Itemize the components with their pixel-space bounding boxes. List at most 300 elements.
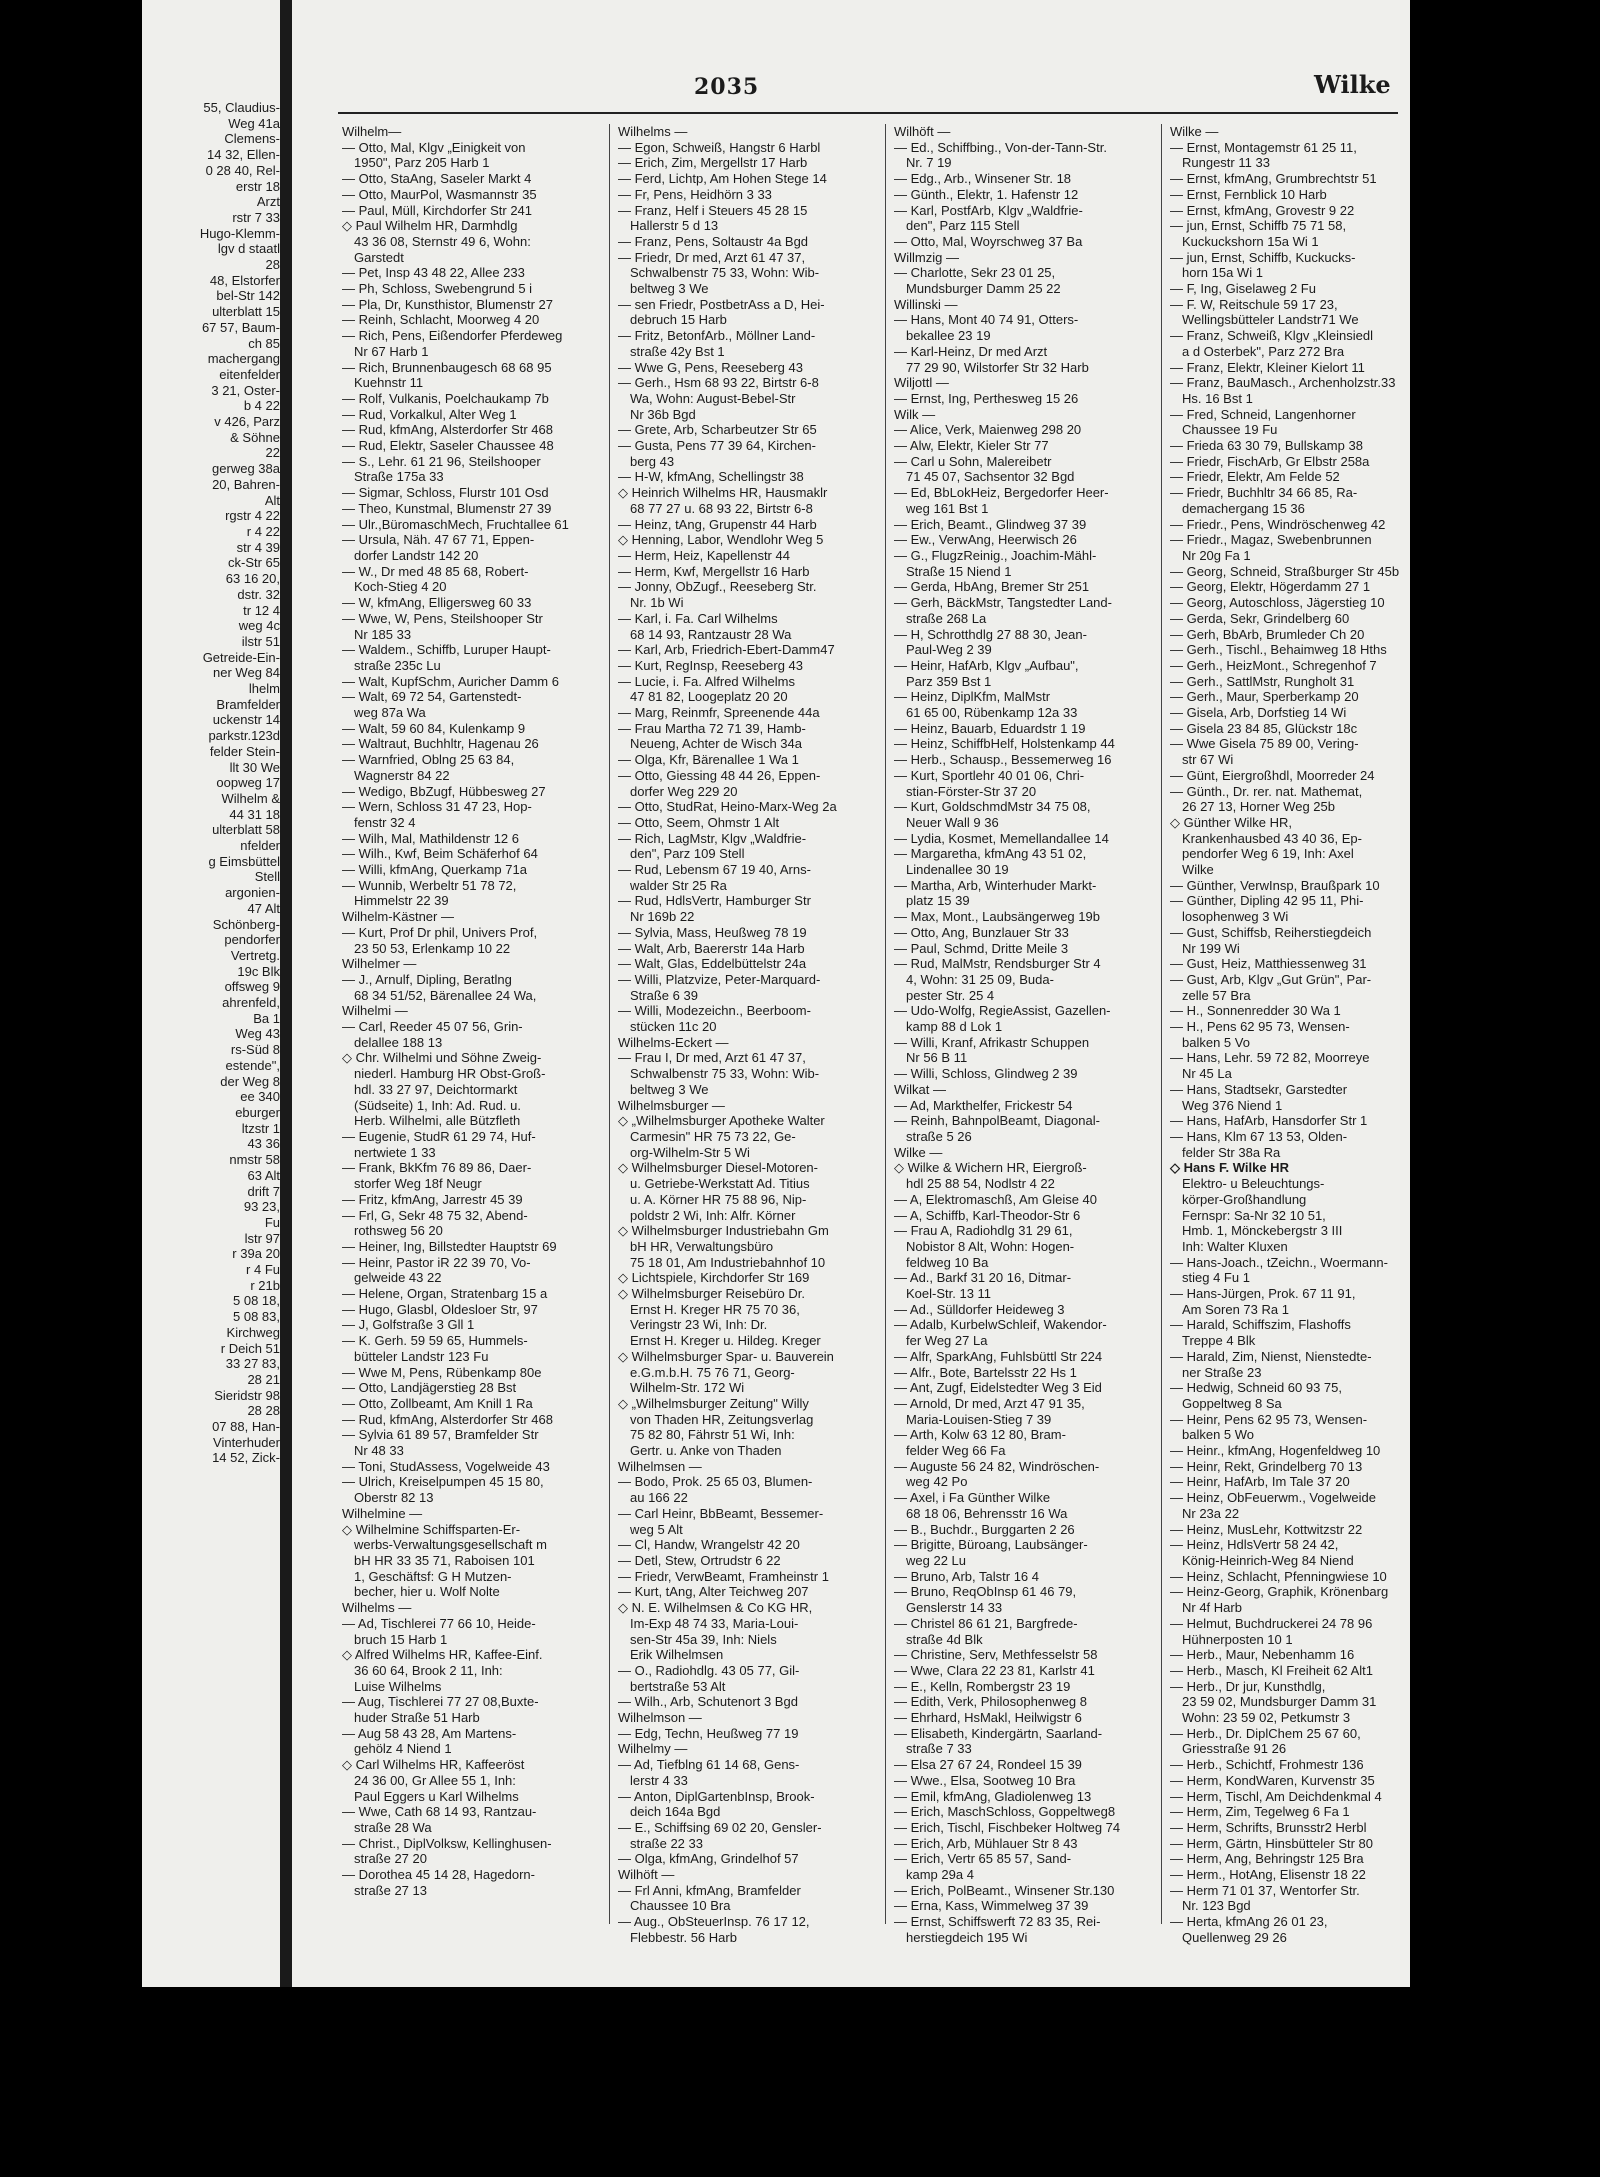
entry-continuation: Flebbestr. 56 Harb (630, 1929, 737, 1945)
directory-entry: — Günt, Eiergroßhdl, Moorreder 24 (1170, 767, 1375, 783)
directory-entry: Wilhelmy — (618, 1741, 688, 1757)
directory-entry: ◇ Heinrich Wilhelms HR, Hausmaklr (618, 485, 828, 501)
fragment-line: 47 Alt (247, 900, 280, 916)
entry-continuation: stücken 11c 20 (630, 1019, 717, 1035)
directory-entry: — Erich, Arb, Mühlauer Str 8 43 (894, 1835, 1078, 1851)
directory-entry: — Frl Anni, kfmAng, Bramfelder (618, 1882, 801, 1898)
directory-entry: — Frieda 63 30 79, Bullskamp 38 (1170, 438, 1363, 454)
directory-entry: — Paul, Schmd, Dritte Meile 3 (894, 940, 1069, 956)
entry-continuation: Quellenweg 29 26 (1182, 1929, 1287, 1945)
fragment-line: r Deich 51 (220, 1340, 280, 1356)
fragment-line: 28 (265, 257, 280, 273)
directory-entry: ◇ Wilhelmsburger Spar- u. Bauverein (618, 1348, 834, 1364)
directory-entry: — Kurt, tAng, Alter Teichweg 207 (618, 1584, 809, 1600)
previous-page-fragment (142, 100, 280, 1960)
directory-entry: — Max, Mont., Laubsängerweg 19b (894, 909, 1100, 925)
directory-entry: — Ernst, kfmAng, Grovestr 9 22 (1170, 202, 1355, 218)
directory-entry: — Egon, Schweiß, Hangstr 6 Harbl (618, 139, 821, 155)
entry-continuation: 1950", Parz 205 Harb 1 (354, 155, 490, 171)
directory-entry: — H, Schrotthdlg 27 88 30, Jean- (894, 626, 1087, 642)
directory-entry: — Aug, Tischlerei 77 27 08,Buxte- (342, 1694, 539, 1710)
entry-continuation: kamp 88 d Lok 1 (906, 1019, 1003, 1035)
directory-entry: — Theo, Kunstmal, Blumenstr 27 39 (342, 500, 552, 516)
directory-entry: — Aug., ObSteuerInsp. 76 17 12, (618, 1914, 810, 1930)
entry-continuation: storfer Weg 18f Neugr (354, 1176, 482, 1192)
fragment-line: Schönberg- (212, 916, 280, 932)
directory-entry: — Rud, kfmAng, Alsterdorfer Str 468 (342, 1411, 553, 1427)
fragment-line: rs-Süd 8 (230, 1042, 280, 1058)
fragment-line: 28 21 (247, 1371, 280, 1387)
fragment-line: r 4 Fu (246, 1262, 280, 1278)
directory-entry: — Ulr.,BüromaschMech, Fruchtallee 61 (342, 516, 569, 532)
entry-continuation: au 166 22 (630, 1490, 688, 1506)
entry-continuation: Straße 175a 33 (354, 469, 444, 485)
entry-continuation: straße 7 33 (906, 1741, 972, 1757)
entry-continuation: Straße 15 Niend 1 (906, 563, 1012, 579)
entry-continuation: Griesstraße 91 26 (1182, 1741, 1287, 1757)
directory-entry: — Elsa 27 67 24, Rondeel 15 39 (894, 1757, 1082, 1773)
directory-entry: — Gerh., Maur, Sperberkamp 20 (1170, 689, 1359, 705)
directory-entry: — A, Elektromaschß, Am Gleise 40 (894, 1191, 1098, 1207)
entry-continuation: bH HR 33 35 71, Raboisen 101 (354, 1552, 535, 1568)
entry-continuation: Ernst H. Kreger u. Hildeg. Kreger (630, 1333, 821, 1349)
directory-entry: Wilhelmer — (342, 956, 417, 972)
fragment-line: Weg 41a (228, 115, 280, 131)
directory-entry: — Franz, Helf i Steuers 45 28 15 (618, 202, 808, 218)
directory-entry: — Kurt, GoldschmdMstr 34 75 08, (894, 799, 1091, 815)
directory-entry: — Friedr., Magaz, Swebenbrunnen (1170, 532, 1372, 548)
entry-continuation: herstiegdeich 195 Wi (906, 1929, 1028, 1945)
directory-entry: — Lydia, Kosmet, Memellandallee 14 (894, 830, 1109, 846)
entry-continuation: werbs-Verwaltungsgesellschaft m (354, 1537, 547, 1553)
directory-entry: ◇ Lichtspiele, Kirchdorfer Str 169 (618, 1270, 810, 1286)
entry-continuation: weg 42 Po (906, 1474, 968, 1490)
directory-entry: ◇ Alfred Wilhelms HR, Kaffee-Einf. (342, 1647, 543, 1663)
entry-continuation: Schwalbenstr 75 33, Wohn: Wib- (630, 1066, 820, 1082)
entry-continuation: niederl. Hamburg HR Obst-Groß- (354, 1066, 546, 1082)
directory-entry: — Rich, Pens, Eißendorfer Pferdeweg (342, 328, 563, 344)
directory-entry: — Friedr., Pens, Windröschenweg 42 (1170, 516, 1386, 532)
entry-continuation: 68 77 27 u. 68 93 22, Birtstr 6-8 (630, 500, 813, 516)
fragment-line: 22 (265, 445, 280, 461)
directory-entry: — Sigmar, Schloss, Flurstr 101 Osd (342, 485, 549, 501)
directory-entry: — Rich, Brunnenbaugesch 68 68 95 (342, 359, 552, 375)
fragment-line: 63 Alt (247, 1167, 280, 1183)
entry-continuation: Nr 23a 22 (1182, 1505, 1240, 1521)
fragment-line: lgv d staatl (217, 241, 280, 257)
entry-continuation: huder Straße 51 Harb (354, 1710, 480, 1726)
entry-continuation: Wa, Wohn: August-Bebel-Str (630, 390, 796, 406)
entry-continuation: straße 268 La (906, 610, 987, 626)
entry-continuation: bH HR, Verwaltungsbüro (630, 1238, 774, 1254)
fragment-line: Ba 1 (253, 1010, 280, 1026)
directory-entry: — Bruno, ReqObInsp 61 46 79, (894, 1584, 1077, 1600)
directory-entry: — Ferd, Lichtp, Am Hohen Stege 14 (618, 171, 827, 187)
fragment-line: offsweg 9 (224, 979, 280, 995)
directory-entry: — Hans, Stadtsekr, Garstedter (1170, 1081, 1348, 1097)
directory-entry: — Wwe, Cath 68 14 93, Rantzau- (342, 1804, 537, 1820)
directory-entry: — Wedigo, BbZugf, Hübbesweg 27 (342, 783, 546, 799)
directory-entry: — Herb., Schausp., Bessemerweg 16 (894, 752, 1112, 768)
fragment-line: ch 85 (248, 335, 280, 351)
entry-continuation: Krankenhausbed 43 40 36, Ep- (1182, 830, 1362, 846)
entry-continuation: deich 164a Bgd (630, 1804, 721, 1820)
directory-entry: — Günth., Elektr, 1. Hafenstr 12 (894, 186, 1079, 202)
fragment-line: Alt (264, 492, 280, 508)
entry-continuation: Goppeltweg 8 Sa (1182, 1395, 1282, 1411)
entry-continuation: beltweg 3 We (630, 281, 709, 297)
entry-continuation: bütteler Landstr 123 Fu (354, 1348, 489, 1364)
entry-continuation: Gertr. u. Anke von Thaden (630, 1443, 782, 1459)
fragment-line: lstr 97 (244, 1230, 280, 1246)
directory-entry: — Christine, Serv, Methfesselstr 58 (894, 1647, 1098, 1663)
entry-continuation: walder Str 25 Ra (630, 877, 727, 893)
directory-entry: — Edg., Arb., Winsener Str. 18 (894, 171, 1072, 187)
directory-entry: — Günth., Dr. rer. nat. Mathemat, (1170, 783, 1363, 799)
directory-entry: — Rud, Lebensm 67 19 40, Arns- (618, 862, 811, 878)
directory-entry: — Hans-Joach., tZeichn., Woermann- (1170, 1254, 1388, 1270)
directory-entry: — Erich, Beamt., Glindweg 37 39 (894, 516, 1087, 532)
directory-entry: — Erich, Vertr 65 85 57, Sand- (894, 1851, 1072, 1867)
directory-entry: — Hans, HafArb, Hansdorfer Str 1 (1170, 1113, 1368, 1129)
directory-entry: — Willi, Modezeichn., Beerboom- (618, 1003, 811, 1019)
directory-entry: — Fred, Schneid, Langenhorner (1170, 406, 1356, 422)
directory-entry: — O., Radiohdlg. 43 05 77, Gil- (618, 1662, 800, 1678)
entry-continuation: straße 22 33 (630, 1835, 703, 1851)
directory-entry: — Hans-Jürgen, Prok. 67 11 91, (1170, 1286, 1356, 1302)
directory-entry: — Waltraut, Buchhltr, Hagenau 26 (342, 736, 539, 752)
directory-entry: — Dorothea 45 14 28, Hagedorn- (342, 1867, 535, 1883)
directory-entry: — Heinz, Bauarb, Eduardstr 1 19 (894, 720, 1086, 736)
entry-continuation: Nobistor 8 Alt, Wohn: Hogen- (906, 1238, 1075, 1254)
entry-continuation: Hühnerposten 10 1 (1182, 1631, 1293, 1647)
entry-continuation: Nr 185 33 (354, 626, 412, 642)
directory-entry: — Alfr., Bote, Bartelsstr 22 Hs 1 (894, 1364, 1077, 1380)
entry-continuation: gelweide 43 22 (354, 1270, 442, 1286)
entry-continuation: feldweg 10 Ba (906, 1254, 989, 1270)
entry-continuation: Hmb. 1, Mönckebergstr 3 III (1182, 1223, 1343, 1239)
entry-continuation: gehölz 4 Niend 1 (354, 1741, 452, 1757)
directory-entry: — Herb., Masch, Kl Freiheit 62 Alt1 (1170, 1662, 1374, 1678)
entry-continuation: Am Soren 73 Ra 1 (1182, 1301, 1289, 1317)
directory-entry: ◇ „Wilhelmsburger Apotheke Walter (618, 1113, 825, 1129)
entry-continuation: beltweg 3 We (630, 1081, 709, 1097)
directory-entry: — Pet, Insp 43 48 22, Allee 233 (342, 265, 525, 281)
book-gutter (280, 0, 292, 1987)
directory-entry: — Arth, Kolw 63 12 80, Bram- (894, 1427, 1066, 1443)
directory-entry: — Heinz, Schlacht, Pfenningwiese 10 (1170, 1568, 1387, 1584)
directory-entry: — Heinz-Georg, Graphik, Krönenbarg (1170, 1584, 1389, 1600)
directory-entry: — B., Buchdr., Burggarten 2 26 (894, 1521, 1075, 1537)
directory-entry: — Carl u Sohn, Malereibetr (894, 453, 1052, 469)
directory-entry: ◇ N. E. Wilhelmsen & Co KG HR, (618, 1600, 813, 1616)
entry-continuation: dorfer Weg 229 20 (630, 783, 738, 799)
fragment-line: 63 16 20, (225, 571, 280, 587)
directory-entry: — H., Pens 62 95 73, Wensen- (1170, 1019, 1350, 1035)
directory-entry: — Ed, BbLokHeiz, Bergedorfer Heer- (894, 485, 1109, 501)
scan-border-right (1410, 0, 1600, 2177)
entry-continuation: Koel-Str. 13 11 (906, 1286, 992, 1302)
entry-continuation: Nr. 123 Bgd (1182, 1898, 1251, 1914)
directory-entry: — Edith, Verk, Philosophenweg 8 (894, 1694, 1087, 1710)
entry-continuation: 24 36 00, Gr Allee 55 1, Inh: (354, 1772, 516, 1788)
fragment-line: argonien- (225, 885, 280, 901)
directory-entry: — Walt, Glas, Eddelbüttelstr 24a (618, 956, 807, 972)
directory-entry: — Heinr, Pastor iR 22 39 70, Vo- (342, 1254, 531, 1270)
fragment-line: 55, Claudius- (203, 100, 280, 115)
directory-entry: — Gisela, Arb, Dorfstieg 14 Wi (1170, 705, 1347, 721)
entry-continuation: u. A. Körner HR 75 88 96, Nip- (630, 1191, 807, 1207)
directory-entry: — Günther, Dipling 42 95 11, Phi- (1170, 893, 1364, 909)
fragment-line: rstr 7 33 (232, 209, 280, 225)
directory-entry: — Gerh., Tischl., Behaimweg 18 Hths (1170, 642, 1387, 658)
entry-continuation: 47 81 82, Loogeplatz 20 20 (630, 689, 788, 705)
fragment-line: der Weg 8 (220, 1073, 280, 1089)
directory-entry: — Ulrich, Kreiselpumpen 45 15 80, (342, 1474, 544, 1490)
directory-entry: Wilk — (894, 406, 936, 422)
fragment-line: Sieridstr 98 (214, 1387, 280, 1403)
fragment-line: b 4 22 (243, 398, 280, 414)
fragment-line: 48, Elstorfer (209, 272, 280, 288)
directory-entry: — Wwe, Clara 22 23 81, Karlstr 41 (894, 1662, 1095, 1678)
entry-continuation: Carmesin" HR 75 73 22, Ge- (630, 1129, 796, 1144)
directory-entry: — Willi, Kranf, Afrikastr Schuppen (894, 1034, 1090, 1050)
directory-entry: — Elisabeth, Kindergärtn, Saarland- (894, 1725, 1103, 1741)
column-divider (1161, 124, 1162, 1924)
entry-continuation: berg 43 (630, 453, 675, 469)
fragment-line: 20, Bahren- (212, 476, 280, 492)
entry-continuation: Nr. 7 19 (906, 155, 952, 171)
directory-entry: — Wilh, Mal, Mathildenstr 12 6 (342, 830, 520, 846)
fragment-line: ulterblatt 15 (212, 304, 280, 320)
entry-continuation: Im-Exp 48 74 33, Maria-Loui- (630, 1615, 799, 1631)
fragment-line: 5 08 18, (233, 1293, 280, 1309)
directory-entry: — Ad, Markthelfer, Frickestr 54 (894, 1097, 1073, 1113)
entry-continuation: weg 87a Wa (354, 705, 426, 721)
directory-entry: — Gerh., HeizMont., Schregenhof 7 (1170, 657, 1377, 673)
directory-entry: — Christ., DiplVolksw, Kellinghusen- (342, 1835, 552, 1851)
directory-entry: — Gerh., SattlMstr, Rungholt 31 (1170, 673, 1355, 689)
fragment-line: lhelm (248, 681, 280, 697)
directory-entry: — Gerh, BbArb, Brumleder Ch 20 (1170, 626, 1365, 642)
entry-continuation: kamp 29a 4 (906, 1867, 974, 1883)
directory-entry: Wilhelmi — (342, 1003, 408, 1019)
directory-entry: — Gisela 23 84 85, Glückstr 18c (1170, 720, 1358, 736)
directory-entry: — Kurt, Prof Dr phil, Univers Prof, (342, 924, 538, 940)
entry-continuation: 68 14 93, Rantzaustr 28 Wa (630, 626, 792, 642)
directory-entry: — G., FlugzReinig., Joachim-Mähl- (894, 547, 1097, 563)
directory-entry: — Frau Martha 72 71 39, Hamb- (618, 720, 806, 736)
directory-entry: — Harald, Zim, Nienst, Nienstedte- (1170, 1348, 1372, 1364)
fragment-line: & Söhne (230, 429, 280, 445)
entry-continuation: Wagnerstr 84 22 (354, 767, 450, 783)
directory-entry: Wiljottl — (894, 375, 949, 391)
directory-entry: — Rud, HdlsVertr, Hamburger Str (618, 893, 811, 909)
entry-continuation: Kuehnstr 11 (354, 375, 424, 391)
directory-entry: — Ad., Barkf 31 20 16, Ditmar- (894, 1270, 1072, 1286)
entry-continuation: den", Parz 115 Stell (906, 218, 1020, 234)
fragment-line: str 4 39 (236, 539, 280, 555)
entry-continuation: Paul-Weg 2 39 (906, 642, 992, 658)
directory-entry: Wilhelm— (342, 124, 402, 139)
fragment-line: drift 7 (247, 1183, 280, 1199)
directory-entry: ◇ Günther Wilke HR, (1170, 814, 1292, 830)
directory-entry: — Reinh, BahnpolBeamt, Diagonal- (894, 1113, 1100, 1129)
entry-continuation: bruch 15 Harb 1 (354, 1631, 448, 1647)
entry-continuation: Nr 48 33 (354, 1443, 404, 1459)
directory-entry: Wilhelmson — (618, 1710, 702, 1726)
fragment-line: r 21b (250, 1277, 280, 1293)
fragment-line: ltzstr 1 (241, 1120, 280, 1136)
entry-continuation: Kuckuckshorn 15a Wi 1 (1182, 233, 1319, 249)
directory-entry: — Heinr., kfmAng, Hogenfeldweg 10 (1170, 1443, 1381, 1459)
fragment-line: nfelder (240, 838, 280, 854)
fragment-line: v 426, Parz (214, 414, 280, 430)
column-1 (342, 124, 610, 1924)
directory-entry: Wilhelms — (342, 1600, 412, 1616)
directory-entry: — Ph, Schloss, Swebengrund 5 i (342, 281, 533, 297)
entry-continuation: Luise Wilhelms (354, 1678, 442, 1694)
entry-continuation: weg 5 Alt (630, 1521, 683, 1537)
directory-entry: Wilhelmsburger — (618, 1097, 725, 1113)
entry-continuation: delallee 188 13 (354, 1034, 443, 1050)
entry-continuation: straße 27 20 (354, 1851, 427, 1867)
entry-continuation: straße 235c Lu (354, 657, 441, 673)
directory-entry: ◇ Wilhelmsburger Reisebüro Dr. (618, 1286, 806, 1302)
entry-continuation: Wellingsbütteler Landstr71 We (1182, 312, 1359, 328)
directory-entry: — E., Kelln, Rombergstr 23 19 (894, 1678, 1071, 1694)
entry-continuation: Himmelstr 22 39 (354, 893, 449, 909)
entry-continuation: weg 161 Bst 1 (906, 500, 989, 516)
directory-entry: — Heinz, DiplKfm, MalMstr (894, 689, 1051, 705)
directory-entry: — Alfr, SparkAng, Fuhlsbüttl Str 224 (894, 1348, 1103, 1364)
fragment-line: felder Stein- (209, 743, 280, 759)
entry-continuation: den", Parz 109 Stell (630, 846, 745, 862)
directory-entry: — Gust, Arb, Klgv „Gut Grün", Par- (1170, 971, 1372, 987)
directory-entry: ◇ „Wilhelmsburger Zeitung" Willy (618, 1395, 809, 1411)
directory-entry: — Herm, Zim, Tegelweg 6 Fa 1 (1170, 1804, 1350, 1820)
entry-continuation: u. Getriebe-Werkstatt Ad. Titius (630, 1176, 810, 1192)
fragment-line: 43 36 (247, 1136, 280, 1152)
directory-entry: — Frank, BkKfm 76 89 86, Daer- (342, 1160, 532, 1176)
directory-entry: — Wunnib, Werbeltr 51 78 72, (342, 877, 517, 893)
directory-entry: — Heinz, SchiffbHelf, Holstenkamp 44 (894, 736, 1115, 752)
directory-entry: — Herm 71 01 37, Wentorfer Str. (1170, 1882, 1360, 1898)
entry-continuation: Herb. Wilhelmi, alle Bützfleth (354, 1113, 521, 1129)
entry-continuation: Wohn: 23 59 02, Petkumstr 3 (1182, 1710, 1351, 1726)
fragment-line: uckenstr 14 (212, 712, 280, 728)
directory-entry: — Ed., Schiffbing., Von-der-Tann-Str. (894, 139, 1107, 155)
entry-continuation: Genslerstr 14 33 (906, 1600, 1003, 1616)
entry-continuation: rothsweg 56 20 (354, 1223, 443, 1239)
fragment-line: dstr. 32 (237, 586, 280, 602)
directory-entry: ◇ Wilke & Wichern HR, Eiergroß- (894, 1160, 1087, 1176)
directory-entry: — J, Golfstraße 3 Gll 1 (342, 1317, 475, 1333)
directory-entry: — Brigitte, Büroang, Laubsänger- (894, 1537, 1088, 1553)
directory-entry: — Erich, Zim, Mergellstr 17 Harb (618, 155, 808, 171)
running-head: Wilke (1314, 70, 1391, 99)
entry-continuation: org-Wilhelm-Str 5 Wi (630, 1144, 750, 1160)
fragment-line: Clemens- (224, 131, 280, 147)
directory-entry: — Hugo, Glasbl, Oldesloer Str, 97 (342, 1301, 538, 1317)
directory-entry: — Auguste 56 24 82, Windröschen- (894, 1458, 1100, 1474)
directory-entry: Wilke — (1170, 124, 1219, 139)
directory-entry: — K. Gerh. 59 59 65, Hummels- (342, 1333, 528, 1349)
directory-entry: — Fritz, BetonfArb., Möllner Land- (618, 328, 816, 344)
column-divider (885, 124, 886, 1924)
directory-entry: — Edg, Techn, Heußweg 77 19 (618, 1725, 799, 1741)
directory-entry: — Eugenie, StudR 61 29 74, Huf- (342, 1129, 536, 1144)
directory-entry: — Ernst, Fernblick 10 Harb (1170, 186, 1327, 202)
directory-entry: — Paul, Müll, Kirchdorfer Str 241 (342, 202, 533, 218)
directory-entry: — Walt, KupfSchm, Auricher Damm 6 (342, 673, 559, 689)
entry-continuation: 43 36 08, Sternstr 49 6, Wohn: (354, 233, 531, 249)
directory-entry: — H-W, kfmAng, Schellingstr 38 (618, 469, 804, 485)
directory-entry: — Gust, Schiffsb, Reiherstiegdeich (1170, 924, 1372, 940)
fragment-line: 5 08 83, (233, 1309, 280, 1325)
entry-continuation: demachergang 15 36 (1182, 500, 1305, 516)
entry-continuation: Chaussee 10 Bra (630, 1898, 731, 1914)
directory-entry: — Anton, DiplGartenbInsp, Brook- (618, 1788, 815, 1804)
entry-continuation: Nr 45 La (1182, 1066, 1232, 1082)
directory-entry: — Wwe M, Pens, Rübenkamp 80e (342, 1364, 542, 1380)
directory-entry: — Cl, Handw, Wrangelstr 42 20 (618, 1537, 800, 1553)
directory-entry: — Heinz, tAng, Grupenstr 44 Harb (618, 516, 817, 532)
directory-entry: — Toni, StudAssess, Vogelweide 43 (342, 1458, 550, 1474)
column-2 (618, 124, 886, 1945)
directory-entry: — Friedr, Dr med, Arzt 61 47 37, (618, 249, 806, 265)
fragment-line: Kirchweg (226, 1324, 280, 1340)
directory-entry: — Ehrhard, HsMakl, Heilwigstr 6 (894, 1710, 1082, 1726)
entry-continuation: felder Weg 66 Fa (906, 1443, 1006, 1459)
entry-continuation: Straße 6 39 (630, 987, 698, 1003)
directory-entry: — Harald, Schiffszim, Flashoffs (1170, 1317, 1351, 1333)
directory-entry: — Herm, Ang, Behringstr 125 Bra (1170, 1851, 1364, 1867)
directory-entry: — Kurt, Sportlehr 40 01 06, Chri- (894, 767, 1085, 783)
fragment-line: 67 57, Baum- (201, 319, 280, 335)
directory-entry: — Frau A, Radiohdlg 31 29 61, (894, 1223, 1073, 1239)
directory-entry: — F. W, Reitschule 59 17 23, (1170, 296, 1338, 312)
directory-entry: — Heinz, ObFeuerwm., Vogelweide (1170, 1490, 1376, 1506)
directory-entry: — H., Sonnenredder 30 Wa 1 (1170, 1003, 1341, 1019)
directory-entry: — Fritz, kfmAng, Jarrestr 45 39 (342, 1191, 523, 1207)
directory-entry: — Georg, Autoschloss, Jägerstieg 10 (1170, 595, 1385, 611)
directory-entry: — Herm, Schrifts, Brunsstr2 Herbl (1170, 1819, 1367, 1835)
directory-entry: — Otto, Ang, Bunzlauer Str 33 (894, 924, 1069, 940)
directory-entry: — Pla, Dr, Kunsthistor, Blumenstr 27 (342, 296, 553, 312)
directory-entry: — Reinh, Schlacht, Moorweg 4 20 (342, 312, 540, 328)
fragment-line: Arzt (256, 194, 280, 210)
fragment-line: Wilhelm & (221, 790, 280, 806)
directory-entry: — J., Arnulf, Dipling, Beratlng (342, 971, 512, 987)
directory-entry: — Hedwig, Schneid 60 93 75, (1170, 1380, 1342, 1396)
directory-entry: — Waldem., Schiffb, Luruper Haupt- (342, 642, 551, 658)
directory-entry: — Hans, Klm 67 13 53, Olden- (1170, 1129, 1348, 1144)
entry-continuation: a d Osterbek", Parz 272 Bra (1182, 343, 1345, 359)
entry-continuation: Elektro- u Beleuchtungs- (1182, 1176, 1325, 1192)
directory-entry: — Lucie, i. Fa. Alfred Wilhelms (618, 673, 795, 689)
entry-continuation: Nr 67 Harb 1 (354, 343, 429, 359)
entry-continuation: Koch-Stieg 4 20 (354, 579, 447, 595)
directory-entry: — Kurt, RegInsp, Reeseberg 43 (618, 657, 803, 673)
directory-entry: — Heinr, HafArb, Im Tale 37 20 (1170, 1474, 1350, 1490)
entry-continuation: horn 15a Wi 1 (1182, 265, 1263, 281)
directory-entry: — Georg, Elektr, Högerdamm 27 1 (1170, 579, 1371, 595)
directory-entry: — Herm., HotAng, Elisenstr 18 22 (1170, 1867, 1366, 1883)
entry-continuation: straße 27 13 (354, 1882, 427, 1898)
directory-entry: — Detl, Stew, Ortrudstr 6 22 (618, 1552, 781, 1568)
directory-entry: — Herb., Dr. DiplChem 25 67 60, (1170, 1725, 1361, 1741)
